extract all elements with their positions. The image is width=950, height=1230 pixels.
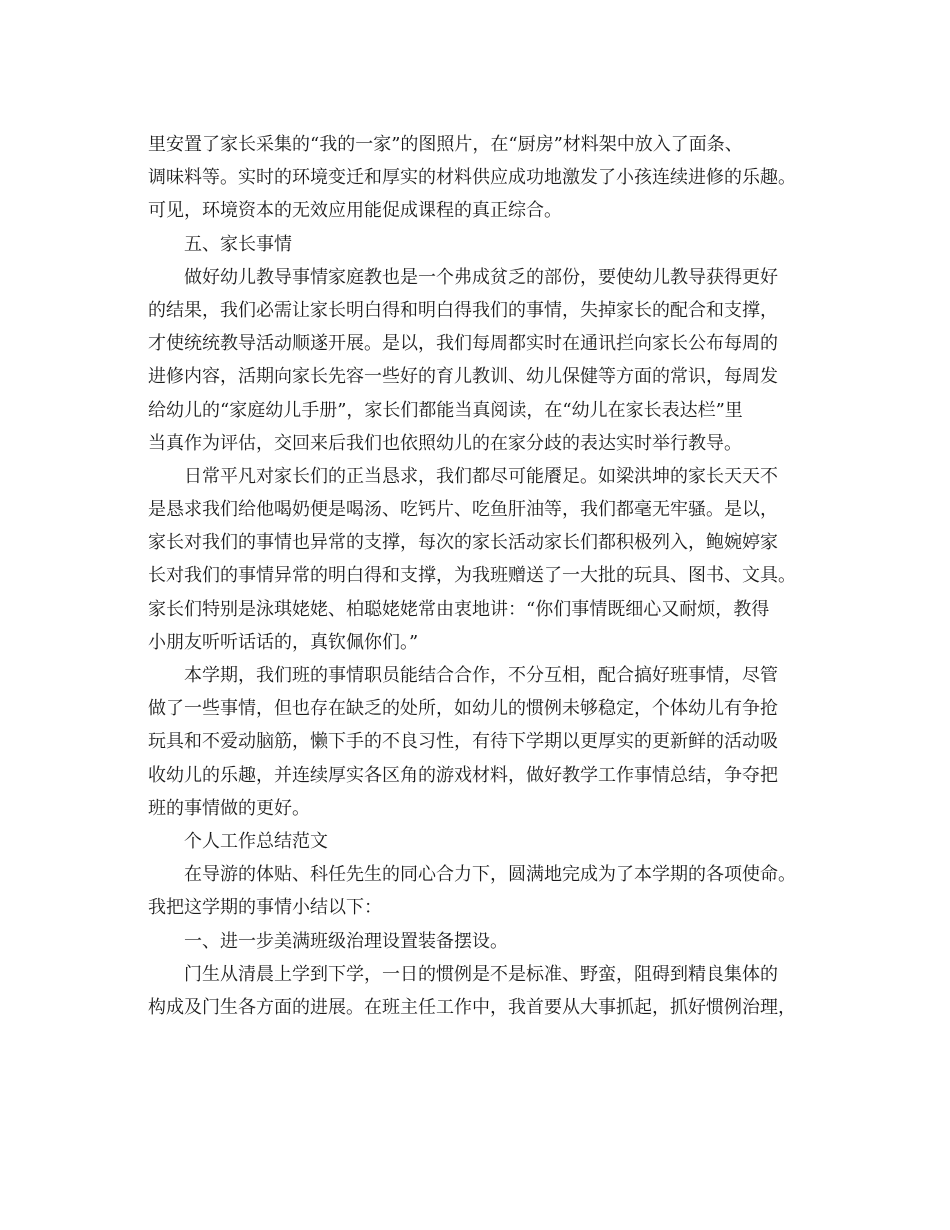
text-line: 收幼儿的乐趣，并连续厚实各区角的游戏材料，做好教学工作事情总结，争夺把 <box>148 764 778 786</box>
text-line: 给幼儿的“家庭幼儿手册”，家长们都能当真阅读，在“幼儿在家长表达栏”里 <box>148 399 743 421</box>
text-line: 可见，环境资本的无效应用能促成课程的真正综合。 <box>148 200 562 222</box>
section-heading: 一、进一步美满班级治理设置装备摆设。 <box>184 930 508 952</box>
text-line: 里安置了家长采集的“我的一家”的图照片，在“厨房”材料架中放入了面条、 <box>148 134 743 155</box>
text-line: 小朋友听听话话的，真钦佩你们。” <box>148 631 419 653</box>
text-line: 家长对我们的事情也异常的支撑，每次的家长活动家长们都积极列入，鲍婉婷家 <box>148 532 778 554</box>
text-line: 家长们特别是泳琪姥姥、柏聪姥姥常由衷地讲：“你们事情既细心又耐烦，教得 <box>148 598 770 620</box>
text-line: 在导游的体贴、科任先生的同心合力下，圆满地完成为了本学期的各项使命。 <box>184 864 796 886</box>
text-line: 进修内容，活期向家长先容一些好的育儿教训、幼儿保健等方面的常识，每周发 <box>148 366 778 388</box>
text-line: 我把这学期的事情小结以下： <box>148 897 382 919</box>
section-heading: 个人工作总结范文 <box>184 830 328 852</box>
section-heading: 五、家长事情 <box>184 233 292 255</box>
text-line: 班的事情做的更好。 <box>148 797 310 819</box>
document-body <box>148 128 813 1024</box>
text-line: 构成及门生各方面的进展。在班主任工作中，我首要从大事抓起，抓好惯例治理， <box>148 996 796 1018</box>
text-line: 做了一些事情，但也存在缺乏的处所，如幼儿的惯例未够稳定，个体幼儿有争抢 <box>148 698 778 720</box>
text-line: 门生从清晨上学到下学，一日的惯例是不是标准、野蛮，阻碍到精良集体的 <box>184 963 778 985</box>
text-line: 的结果，我们必需让家长明白得和明白得我们的事情，失掉家长的配合和支撑， <box>148 299 778 321</box>
text-line: 才使统统教导活动顺遂开展。是以，我们每周都实时在通讯拦向家长公布每周的 <box>148 333 778 355</box>
text-line: 日常平凡对家长们的正当恳求，我们都尽可能餍足。如梁洪坤的家长天天不 <box>184 465 778 487</box>
text-line: 是恳求我们给他喝奶便是喝汤、吃钙片、吃鱼肝油等，我们都毫无牢骚。是以， <box>148 499 778 521</box>
text-line: 本学期，我们班的事情职员能结合合作，不分互相，配合搞好班事情，尽管 <box>184 665 778 686</box>
text-line: 调味料等。实时的环境变迁和厚实的材料供应成功地激发了小孩连续进修的乐趣。 <box>148 167 796 189</box>
text-line: 玩具和不爱动脑筋，懒下手的不良习性，有待下学期以更厚实的更新鲜的活动吸 <box>148 731 778 753</box>
text-line: 长对我们的事情异常的明白得和支撑，为我班赠送了一大批的玩具、图书、文具。 <box>148 565 796 587</box>
text-line: 当真作为评估，交回来后我们也依照幼儿的在家分歧的表达实时举行教导。 <box>148 432 742 454</box>
text-line: 做好幼儿教导事情家庭教也是一个弗成贫乏的部份，要使幼儿教导获得更好 <box>184 266 778 288</box>
